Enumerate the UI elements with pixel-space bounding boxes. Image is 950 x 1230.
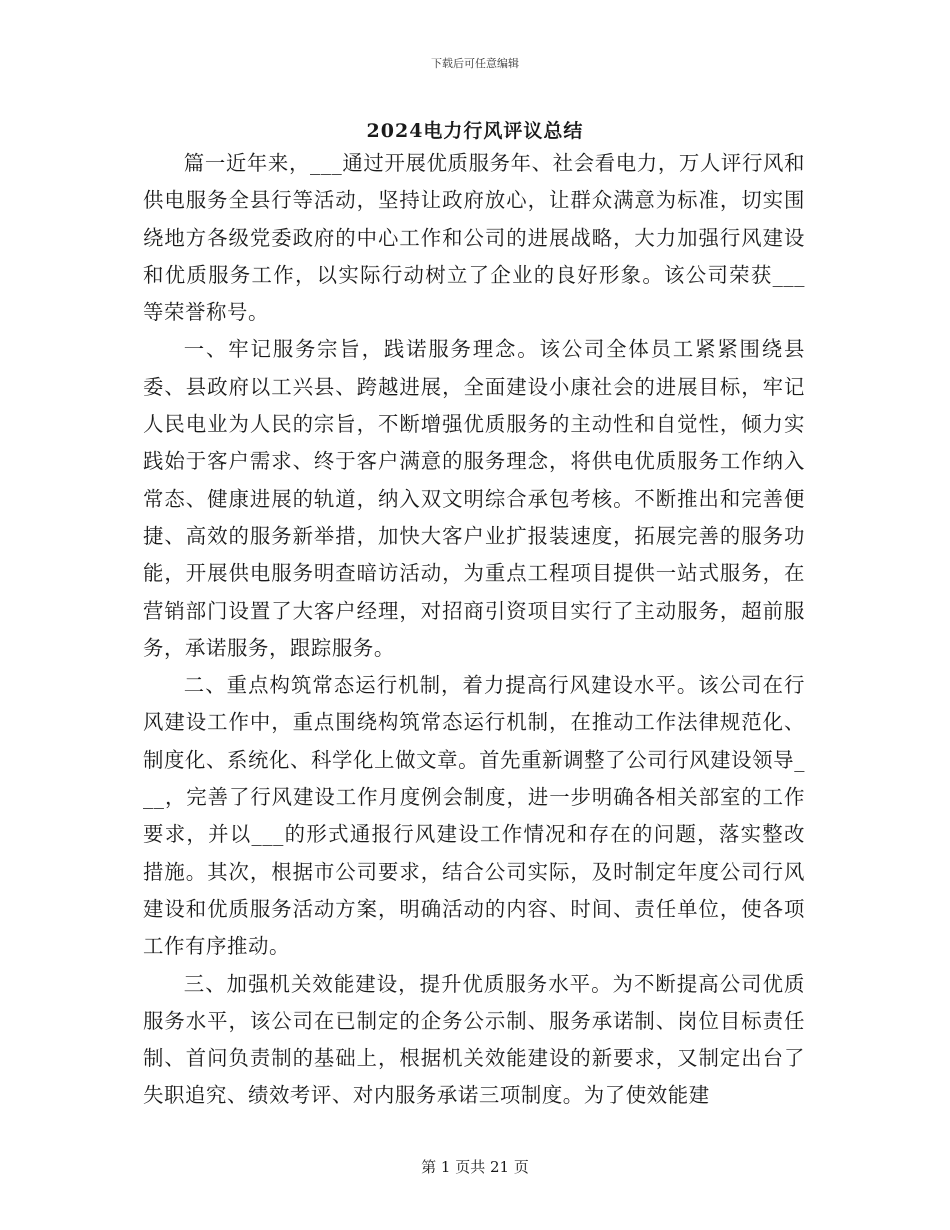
paragraph-section-2: 二、重点构筑常态运行机制，着力提高行风建设水平。该公司在行风建设工作中，重点围绕构筑常态运行机制，在推动工作法律规范化、制度化、系统化、科学化上做文章。首先重新调整了公司行风建设领导___，完善了行风建设工作月度例会制度，进一步明确各相关部室的工作要求，并以___的形式通报行风建设工作情况和存在的问题，落实整改措施。其次，根据市公司要求，结合公司实际，及时制定年度公司行风建设和优质服务活动方案，明确活动的内容、时间、责任单位，使各项工作有序推动。 — [143, 673, 805, 959]
paragraph-intro: 篇一近年来，___通过开展优质服务年、社会看电力，万人评行风和供电服务全县行等活动，坚持让政府放心，让群众满意为标准，切实围绕地方各级党委政府的中心工作和公司的进展战略，大力加强行风建设和优质服务工作，以实际行动树立了企业的良好形象。该公司荣获___等荣誉称号。 — [143, 151, 805, 325]
page-header: 下载后可任意编辑 — [431, 57, 519, 70]
paragraph-section-3: 三、加强机关效能建设，提升优质服务水平。为不断提高公司优质服务水平，该公司在已制定的企务公示制、服务承诺制、岗位目标责任制、首问负责制的基础上，根据机关效能建设的新要求，又制定出台了失职追究、绩效考评、对内服务承诺三项制度。为了使效能建 — [143, 971, 805, 1108]
paragraph-section-1: 一、牢记服务宗旨，践诺服务理念。该公司全体员工紧紧围绕县委、县政府以工兴县、跨越进展，全面建设小康社会的进展目标，牢记人民电业为人民的宗旨，不断增强优质服务的主动性和自觉性，倾力实践始于客户需求、终于客户满意的服务理念，将供电优质服务工作纳入常态、健康进展的轨道，纳入双文明综合承包考核。不断推出和完善便捷、高效的服务新举措，加快大客户业扩报装速度，拓展完善的服务功能，开展供电服务明查暗访活动，为重点工程项目提供一站式服务，在营销部门设置了大客户经理，对招商引资项目实行了主动服务，超前服务，承诺服务，跟踪服务。 — [143, 337, 805, 660]
document-body — [143, 145, 805, 1115]
document-title: 2024电力行风评议总结 — [366, 120, 584, 142]
page-number: 第 1 页共 21 页 — [421, 1158, 529, 1176]
